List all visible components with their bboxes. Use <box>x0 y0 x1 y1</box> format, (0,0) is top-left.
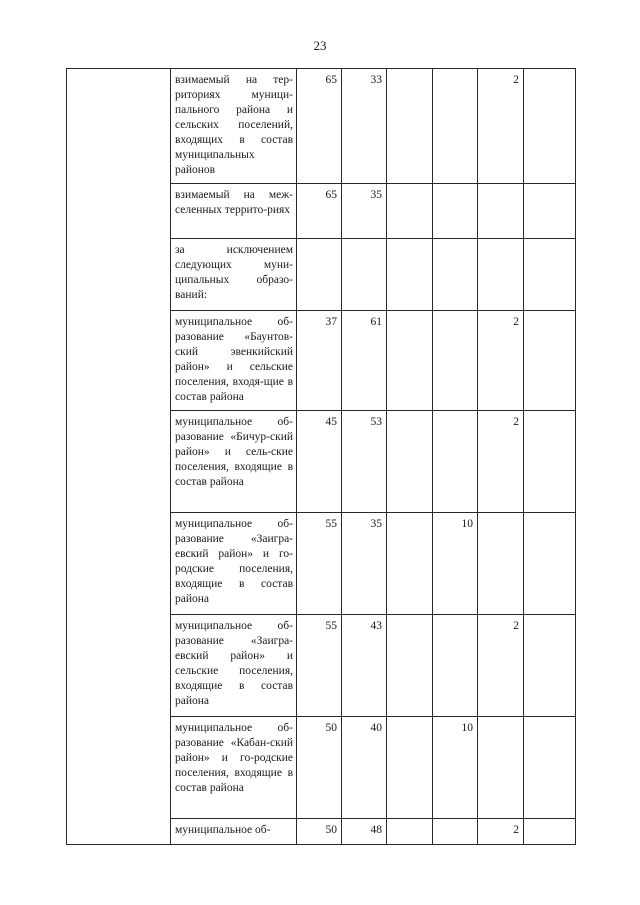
row-description: муниципальное об- <box>171 819 297 845</box>
cell-value: 50 <box>297 819 342 845</box>
cell-value <box>524 311 576 411</box>
cell-value <box>297 239 342 311</box>
cell-value <box>387 819 433 845</box>
cell-value: 10 <box>433 513 478 615</box>
cell-value <box>524 513 576 615</box>
cell-value <box>387 69 433 184</box>
cell-value <box>433 184 478 239</box>
cell-value: 48 <box>342 819 387 845</box>
cell-value: 65 <box>297 184 342 239</box>
cell-value <box>387 615 433 717</box>
cell-value: 35 <box>342 184 387 239</box>
row-description: муниципальное об-разование «Заигра-евский район» и го-родские поселения, входящие в состав района <box>171 513 297 615</box>
table-row <box>67 69 576 184</box>
cell-value <box>524 239 576 311</box>
cell-value <box>433 411 478 513</box>
page-number: 23 <box>313 38 327 53</box>
cell-value <box>524 615 576 717</box>
row-description: муниципальное об-разование «Заигра-евский район» и сельские поселения, входящие в состав района <box>171 615 297 717</box>
row-description: муниципальное об-разование «Кабан-ский район» и го-родские поселения, входящие в состав района <box>171 717 297 819</box>
cell-value: 43 <box>342 615 387 717</box>
cell-value: 10 <box>433 717 478 819</box>
cell-value <box>433 69 478 184</box>
row-description: взимаемый на меж-селенных террито-риях <box>171 184 297 239</box>
cell-value: 45 <box>297 411 342 513</box>
row-description: взимаемый на тер-риториях муници-пального района и сельских поселений, входящих в состав муниципальных районов <box>171 69 297 184</box>
cell-value: 65 <box>297 69 342 184</box>
row-description: муниципальное об-разование «Баунтов-ский эвенкийский район» и сельские поселения, входя-щие в состав района <box>171 311 297 411</box>
budget-distribution-table <box>66 68 576 845</box>
row-description: за исключением следующих муни-ципальных образо-ваний: <box>171 239 297 311</box>
cell-value: 37 <box>297 311 342 411</box>
cell-value: 40 <box>342 717 387 819</box>
cell-value: 50 <box>297 717 342 819</box>
cell-value <box>433 311 478 411</box>
cell-value: 2 <box>478 615 524 717</box>
empty-first-column <box>67 69 171 845</box>
cell-value: 55 <box>297 615 342 717</box>
cell-value: 35 <box>342 513 387 615</box>
cell-value <box>387 411 433 513</box>
row-description: муниципальное об-разование «Бичур-ский район» и сель-ские поселения, входящие в состав района <box>171 411 297 513</box>
cell-value <box>478 184 524 239</box>
cell-value <box>387 717 433 819</box>
cell-value <box>387 184 433 239</box>
cell-value <box>524 717 576 819</box>
cell-value: 2 <box>478 411 524 513</box>
cell-value <box>524 411 576 513</box>
cell-value: 53 <box>342 411 387 513</box>
cell-value: 2 <box>478 311 524 411</box>
cell-value <box>524 184 576 239</box>
cell-value <box>387 311 433 411</box>
cell-value <box>433 239 478 311</box>
cell-value: 2 <box>478 69 524 184</box>
cell-value <box>478 717 524 819</box>
cell-value: 33 <box>342 69 387 184</box>
cell-value <box>433 615 478 717</box>
cell-value <box>478 513 524 615</box>
cell-value <box>387 513 433 615</box>
cell-value: 2 <box>478 819 524 845</box>
cell-value: 55 <box>297 513 342 615</box>
cell-value <box>433 819 478 845</box>
cell-value <box>524 69 576 184</box>
cell-value: 61 <box>342 311 387 411</box>
cell-value <box>342 239 387 311</box>
cell-value <box>478 239 524 311</box>
cell-value <box>387 239 433 311</box>
cell-value <box>524 819 576 845</box>
